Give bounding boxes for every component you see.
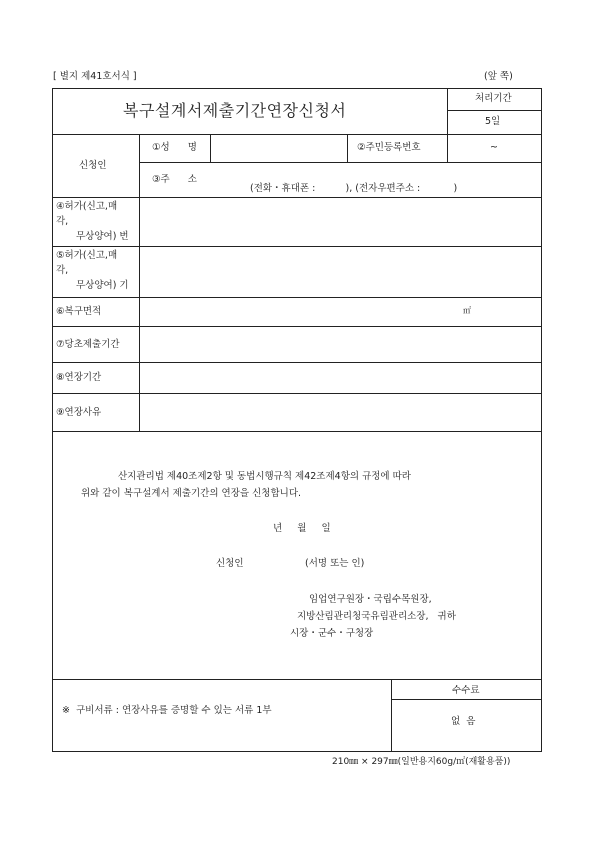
recipient-line1: 임업연구원장・국립수목원장, xyxy=(309,594,432,605)
contact-line: (전화・휴대폰 : ), (전자우편주소 : ) xyxy=(250,183,458,194)
original-deadline-label: ⑦당초제출기간 xyxy=(56,339,120,350)
statement-line2: 위와 같이 복구설계서 제출기간의 연장을 신청합니다. xyxy=(81,488,302,499)
recipient-line2: 지방산림관리청국유림관리소장, 귀하 xyxy=(297,611,456,622)
signature-note: (서명 또는 인) xyxy=(305,558,365,569)
name-label: ①성 명 xyxy=(152,142,197,153)
original-deadline-field[interactable] xyxy=(140,327,541,361)
divider xyxy=(52,431,542,432)
form-number: [ 별지 제41호서식 ] xyxy=(53,71,137,82)
restoration-area-field[interactable] xyxy=(140,298,541,325)
divider xyxy=(447,110,542,111)
permit-number-label-line1: ④허가(신고,매 xyxy=(56,201,118,212)
resident-number-value: ~ xyxy=(490,142,498,153)
resident-number-label: ②주민등록번호 xyxy=(357,142,421,153)
permit-period-label-line3: 무상양여) 기 xyxy=(76,280,129,291)
permit-period-field[interactable] xyxy=(140,247,541,296)
address-field[interactable] xyxy=(211,163,541,183)
required-documents: ※ 구비서류 : 연장사유를 증명할 수 있는 서류 1부 xyxy=(62,705,272,716)
address-label: ③주 소 xyxy=(152,174,197,185)
form-title: 복구설계서제출기간연장신청서 xyxy=(123,101,347,120)
applicant-label: 신청인 xyxy=(79,160,107,171)
divider xyxy=(447,88,448,134)
divider xyxy=(447,134,448,162)
signer-label: 신청인 xyxy=(216,558,244,569)
processing-period-label: 처리기간 xyxy=(475,93,512,104)
permit-period-label-line1: ⑤허가(신고,매 xyxy=(56,250,118,261)
paper-spec: 210㎜ × 297㎜(일반용지60g/㎡(재활용품)) xyxy=(332,757,511,767)
divider xyxy=(391,699,542,700)
processing-period-value: 5일 xyxy=(485,116,501,127)
divider xyxy=(52,679,542,680)
permit-number-field[interactable] xyxy=(140,198,541,245)
application-date: 년 월 일 xyxy=(273,523,331,534)
extension-reason-label: ⑨연장사유 xyxy=(56,407,102,418)
recipient-line3: 시장・군수・구청장 xyxy=(290,628,374,639)
extension-reason-field[interactable] xyxy=(140,394,541,430)
fee-label: 수수료 xyxy=(452,685,480,696)
divider xyxy=(391,679,392,752)
extension-period-field[interactable] xyxy=(140,363,541,392)
fee-value: 없 음 xyxy=(451,716,476,727)
divider xyxy=(347,134,348,162)
name-field[interactable] xyxy=(211,135,346,161)
area-unit: ㎡ xyxy=(463,306,471,315)
permit-period-label-line2: 각, xyxy=(56,265,69,276)
permit-number-label-line3: 무상양여) 번 xyxy=(76,231,129,242)
statement-line1: 산지관리법 제40조제2항 및 동법시행규칙 제42조제4항의 규정에 따라 xyxy=(118,471,411,482)
permit-number-label-line2: 각, xyxy=(56,216,69,227)
extension-period-label: ⑧연장기간 xyxy=(56,372,102,383)
restoration-area-label: ⑥복구면적 xyxy=(56,306,102,317)
page-side-label: (앞 쪽) xyxy=(484,71,513,82)
